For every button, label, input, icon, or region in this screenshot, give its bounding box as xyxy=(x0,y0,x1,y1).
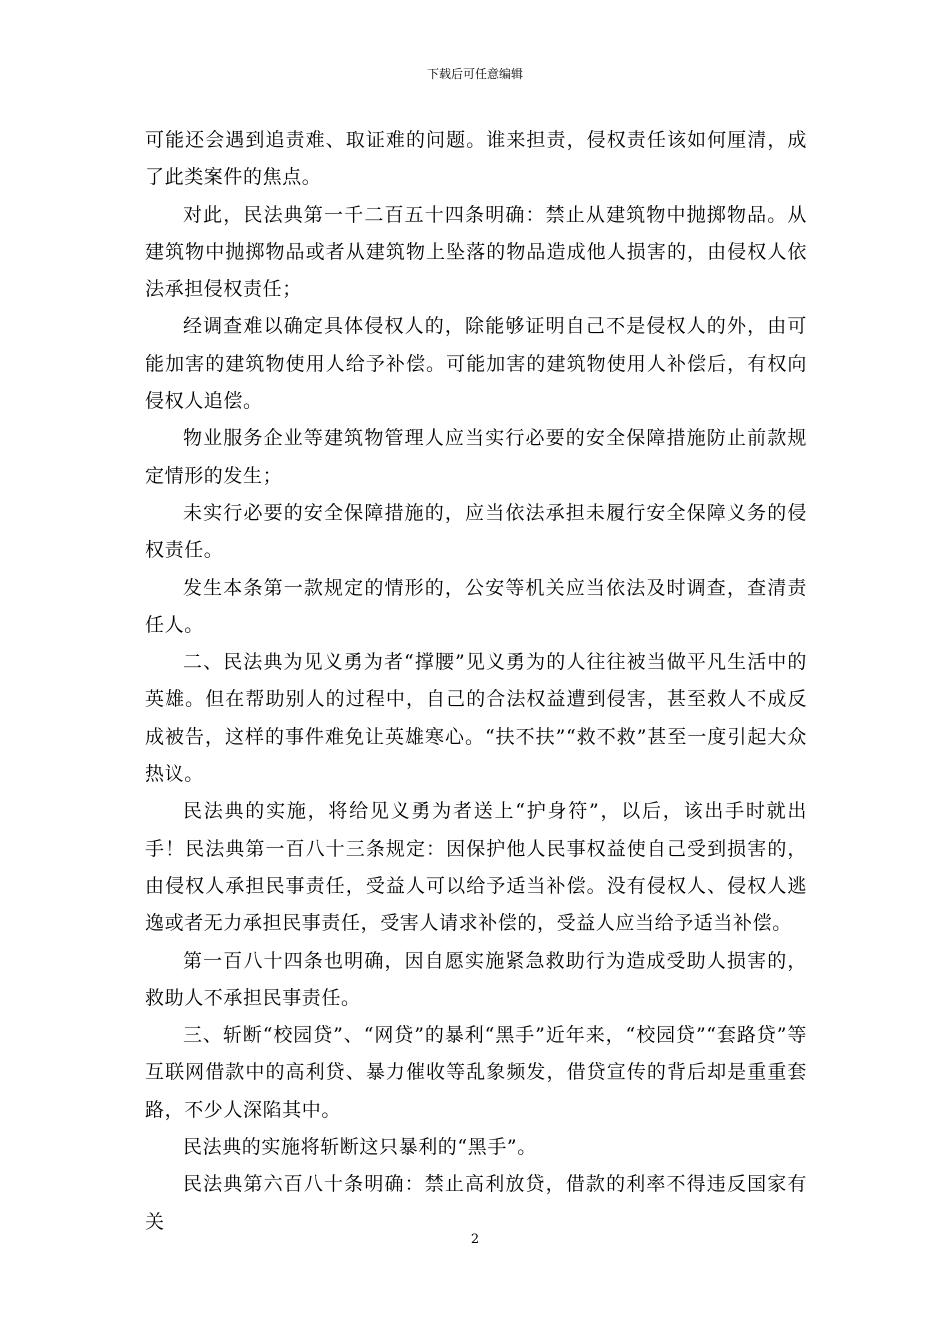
paragraph-5: 未实行必要的安全保障措施的，应当依法承担未履行安全保障义务的侵权责任。 xyxy=(145,501,807,562)
paragraph-3: 经调查难以确定具体侵权人的，除能够证明自己不是侵权人的外，由可能加害的建筑物使用人给予补偿。可能加害的建筑物使用人补偿后，有权向侵权人追偿。 xyxy=(145,315,807,413)
page-number: 2 xyxy=(470,1232,480,1247)
paragraph-11: 民法典的实施将斩断这只暴利的“黑手”。 xyxy=(183,1136,537,1159)
paragraph-7: 二、民法典为见义勇为者“撑腰”见义勇为的人往往被当做平凡生活中的英雄。但在帮助别人的过程中，自己的合法权益遭到侵害，甚至救人不成反成被告，这样的事件难免让英雄寒心。“扶不扶”“救不救”甚至一度引起大众热议。 xyxy=(145,651,807,786)
paragraph-9: 第一百八十四条也明确，因自愿实施紧急救助行为造成受助人损害的，救助人不承担民事责任。 xyxy=(145,949,807,1009)
document-body xyxy=(145,122,807,1241)
page-header: 下载后可任意编辑 xyxy=(426,67,523,81)
paragraph-10: 三、斩断“校园贷”、“网贷”的暴利“黑手”近年来，“校园贷”“套路贷”等互联网借款中的高利贷、暴力催收等乱象频发，借贷宣传的背后却是重重套路，不少人深陷其中。 xyxy=(145,1024,807,1121)
paragraph-8: 民法典的实施，将给见义勇为者送上“护身符”，以后，该出手时就出手！民法典第一百八十三条规定：因保护他人民事权益使自己受到损害的，由侵权人承担民事责任，受益人可以给予适当补偿。没有侵权人、侵权人逃逸或者无力承担民事责任，受害人请求补偿的，受益人应当给予适当补偿。 xyxy=(145,800,807,935)
paragraph-6: 发生本条第一款规定的情形的，公安等机关应当依法及时调查，查清责任人。 xyxy=(145,576,807,636)
paragraph-12: 民法典第六百八十条明确：禁止高利放贷，借款的利率不得违反国家有关 xyxy=(145,1173,807,1233)
paragraph-4: 物业服务企业等建筑物管理人应当实行必要的安全保障措施防止前款规定情形的发生； xyxy=(145,427,807,487)
paragraph-2: 对此，民法典第一千二百五十四条明确：禁止从建筑物中抛掷物品。从建筑物中抛掷物品或者从建筑物上坠落的物品造成他人损害的，由侵权人依法承担侵权责任； xyxy=(145,203,807,301)
paragraph-1: 可能还会遇到追责难、取证难的问题。谁来担责，侵权责任该如何厘清，成了此类案件的焦点。 xyxy=(145,129,807,189)
